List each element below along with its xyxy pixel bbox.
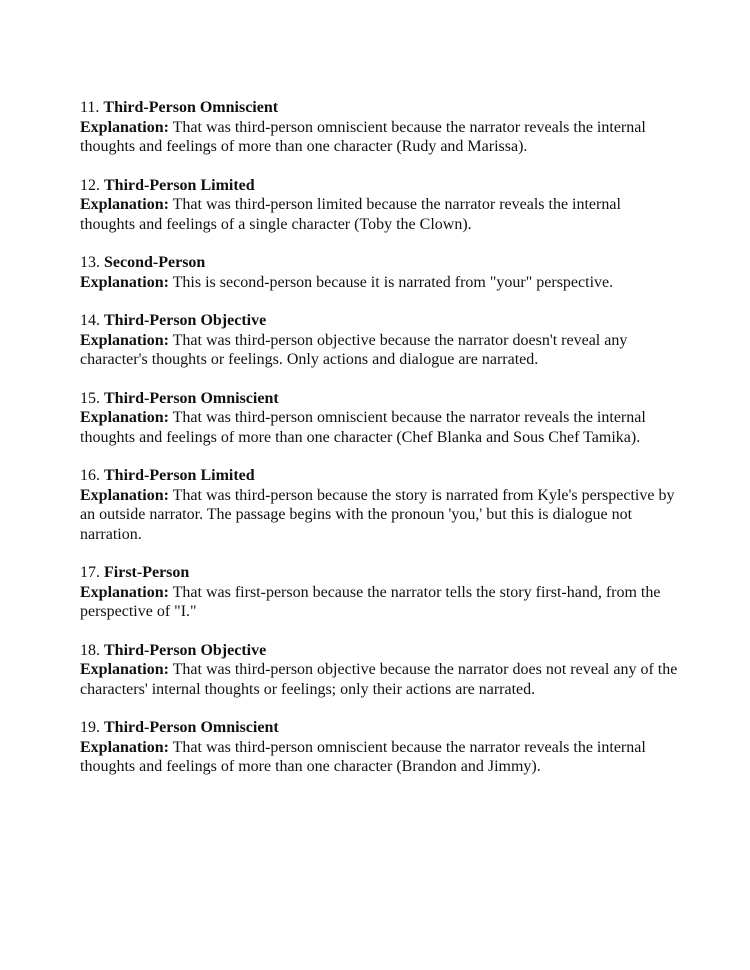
answer-title: Third-Person Omniscient — [103, 99, 279, 116]
answer-heading — [80, 176, 680, 196]
answer-title: Third-Person Objective — [104, 641, 267, 659]
explanation-label: Explanation: — [80, 196, 169, 213]
explanation-text: That was third-person omniscient because the narrator reveals the internal thoughts and feelings of more than one character (Brandon and Jimmy). — [80, 738, 646, 775]
answer-number: 17. — [80, 564, 100, 581]
explanation-text: That was third-person omniscient because the narrator reveals the internal thoughts and feelings of more than one character (Rudy and Marissa). — [80, 118, 646, 155]
explanation-text: That was third-person because the story is narrated from Kyle's perspective by an outside narrator. The passage begins with the pronoun 'you,' but this is dialogue not narration. — [80, 486, 675, 543]
explanation-label: Explanation: — [80, 273, 169, 291]
answer-number: 13. — [80, 254, 100, 271]
answer-heading — [80, 718, 680, 738]
answer-heading — [80, 466, 680, 486]
answer-title: Third-Person Omniscient — [104, 719, 279, 736]
answer-heading — [80, 641, 680, 661]
answer-heading — [80, 389, 680, 409]
answer-title: Third-Person Limited — [104, 176, 255, 194]
answer-title: Third-Person Limited — [104, 467, 255, 484]
explanation-text: That was third-person limited because the narrator reveals the internal thoughts and feelings of a single character (Toby the Clown). — [80, 196, 621, 233]
explanation-label: Explanation: — [80, 118, 169, 136]
explanation-label: Explanation: — [80, 331, 169, 349]
answer-number: 12. — [80, 176, 100, 194]
answer-item-18 — [80, 641, 680, 700]
answer-title: Second-Person — [104, 254, 206, 271]
explanation-label: Explanation: — [80, 661, 169, 678]
answer-item-15 — [80, 389, 680, 448]
answer-heading — [80, 98, 680, 118]
answer-item-19 — [80, 718, 680, 777]
answer-number: 19. — [80, 719, 100, 736]
explanation-text: That was third-person omniscient because the narrator reveals the internal thoughts and feelings of more than one character (Chef Blanka and Sous Chef Tamika). — [80, 409, 646, 446]
explanation-label: Explanation: — [80, 738, 169, 756]
answer-heading — [80, 563, 680, 583]
answer-item-11 — [80, 98, 680, 157]
explanation-label: Explanation: — [80, 409, 169, 426]
answer-number: 16. — [80, 467, 100, 484]
answer-item-13 — [80, 253, 680, 292]
explanation-text: That was third-person objective because the narrator doesn't reveal any character's thoughts or feelings. Only actions and dialogue are narrated. — [80, 331, 628, 368]
answer-item-12 — [80, 176, 680, 235]
answer-title: First-Person — [104, 564, 190, 581]
explanation-text: That was third-person objective because the narrator does not reveal any of the characters' internal thoughts or feelings; only their actions are narrated. — [80, 661, 678, 698]
answer-title: Third-Person Omniscient — [104, 389, 279, 407]
answer-number: 18. — [80, 641, 100, 659]
explanation-label: Explanation: — [80, 583, 169, 601]
answer-number: 14. — [80, 312, 100, 329]
answer-number: 11. — [80, 99, 100, 116]
answer-heading — [80, 253, 680, 273]
explanation-label: Explanation: — [80, 486, 169, 504]
answer-item-14 — [80, 311, 680, 370]
answer-title: Third-Person Objective — [104, 312, 267, 329]
answer-number: 15. — [80, 389, 100, 407]
answer-heading — [80, 311, 680, 331]
answer-item-16 — [80, 466, 680, 544]
explanation-text: This is second-person because it is narrated from "your" perspective. — [172, 273, 614, 291]
answer-key-page — [80, 98, 680, 796]
answer-item-17 — [80, 563, 680, 622]
explanation-text: That was first-person because the narrator tells the story first-hand, from the perspective of "I." — [80, 583, 661, 620]
